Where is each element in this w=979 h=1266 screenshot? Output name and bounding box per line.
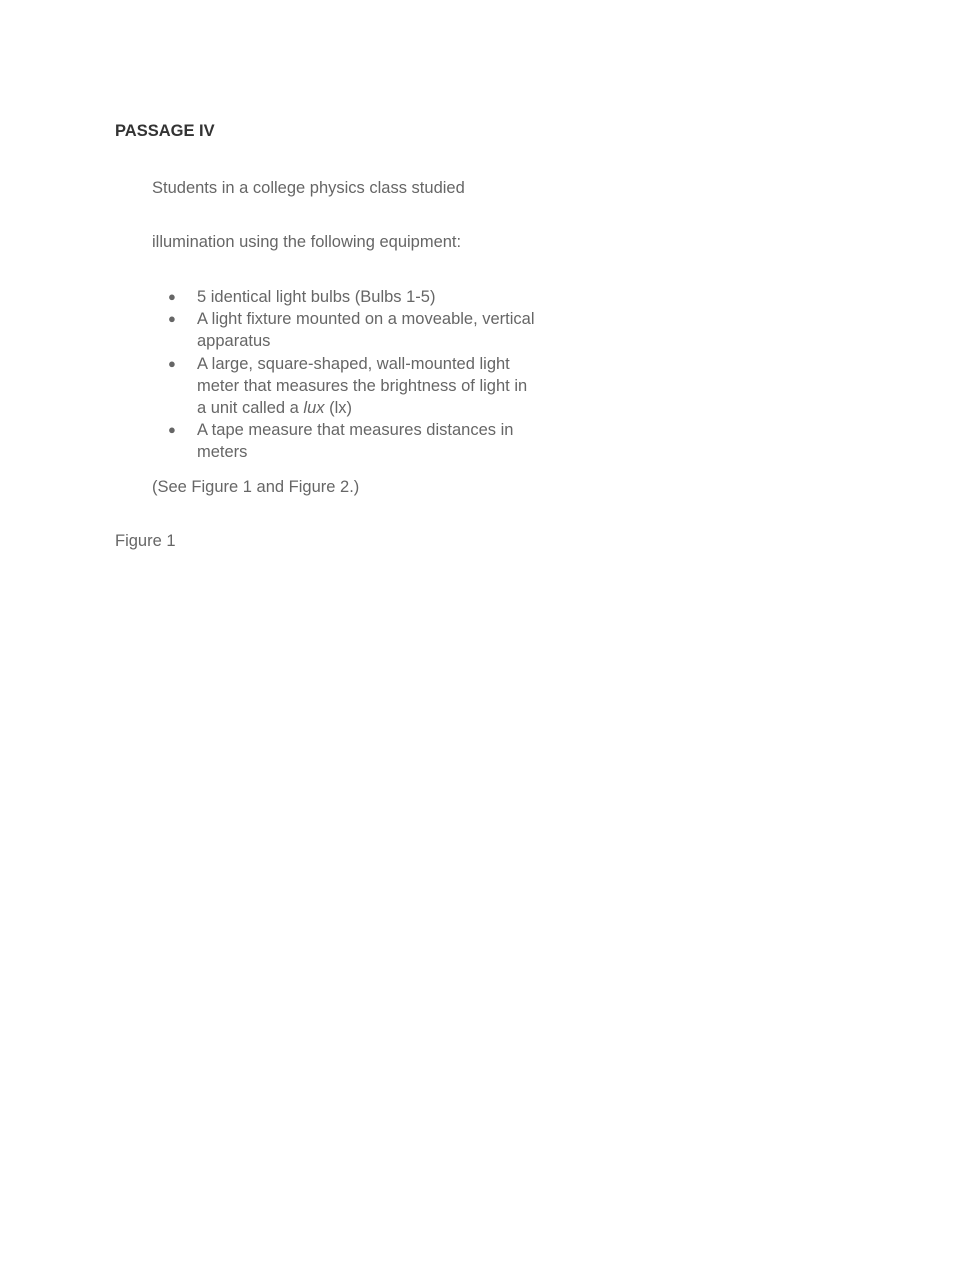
equipment-item-text xyxy=(197,355,527,417)
equipment-item-text: 5 identical light bulbs (Bulbs 1-5) xyxy=(197,288,436,306)
list-item xyxy=(168,353,538,420)
passage-title: PASSAGE IV xyxy=(115,122,215,140)
lux-term: lux xyxy=(303,399,325,418)
bullet-icon: ● xyxy=(168,422,176,438)
bullet-icon: ● xyxy=(168,311,176,327)
intro-text-line-1: Students in a college physics class studied xyxy=(152,179,465,197)
equipment-item-text-end: (lx) xyxy=(324,399,352,418)
list-item xyxy=(168,286,538,308)
figure-reference: (See Figure 1 and Figure 2.) xyxy=(152,478,360,496)
list-item xyxy=(168,308,538,352)
bullet-icon: ● xyxy=(168,289,176,304)
equipment-list xyxy=(168,286,538,464)
equipment-item-text: A light fixture mounted on a moveable, vertical apparatus xyxy=(197,310,535,351)
equipment-item-text: A tape measure that measures distances in meters xyxy=(197,421,514,462)
intro-text-line-2: illumination using the following equipment: xyxy=(152,233,462,251)
list-item xyxy=(168,419,538,463)
equipment-item-text-start: A large, square-shaped, wall-mounted light meter that measures the brightness of light in a unit called a xyxy=(197,354,528,418)
figure-label: Figure 1 xyxy=(115,532,176,550)
bullet-icon: ● xyxy=(168,355,176,371)
